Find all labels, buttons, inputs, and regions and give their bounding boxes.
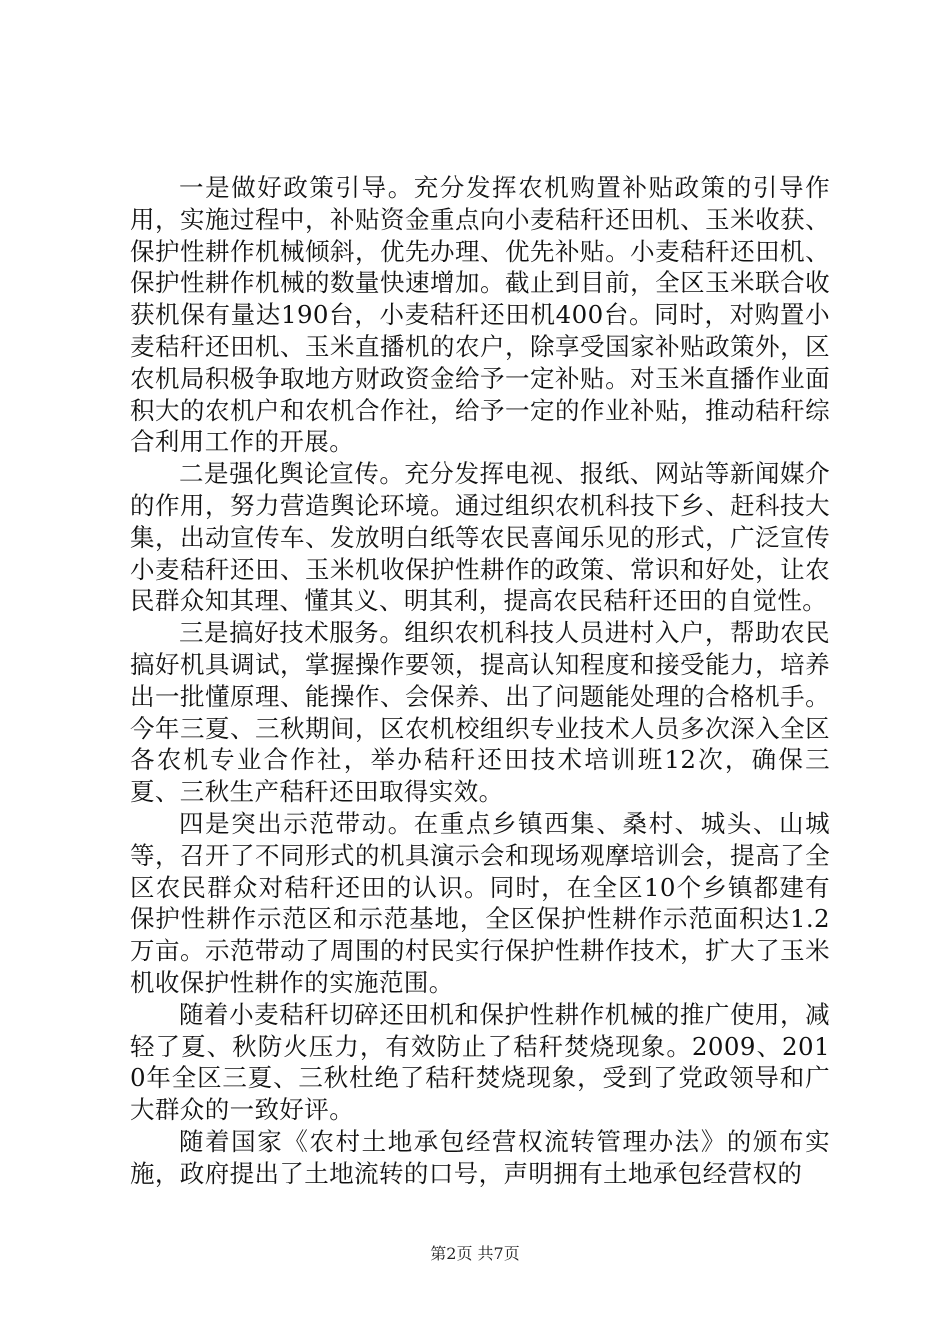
paragraph-land-transfer: 随着国家《农村土地承包经营权流转管理办法》的颁布实施，政府提出了土地流转的口号，声明拥有土地承包经营权的 <box>130 1126 830 1188</box>
page-footer <box>0 1244 950 1264</box>
document-body <box>130 172 830 1190</box>
paragraph-demonstration: 四是突出示范带动。在重点乡镇西集、桑村、城头、山城等，召开了不同形式的机具演示会和现场观摩培训会，提高了全区农民群众对秸秆还田的认识。同时，在全区10个乡镇都建有保护性耕作示范区和示范基地，全区保护性耕作示范面积达1.2万亩。示范带动了周围的村民实行保护性耕作技术，扩大了玉米机收保护性耕作的实施范围。 <box>130 808 830 997</box>
paragraph-publicity: 二是强化舆论宣传。充分发挥电视、报纸、网站等新闻媒介的作用，努力营造舆论环境。通过组织农机科技下乡、赶科技大集，出动宣传车、发放明白纸等农民喜闻乐见的形式，广泛宣传小麦秸秆还田、玉米机收保护性耕作的政策、常识和好处，让农民群众知其理、懂其义、明其利，提高农民秸秆还田的自觉性。 <box>130 459 830 616</box>
paragraph-policy-guidance: 一是做好政策引导。充分发挥农机购置补贴政策的引导作用，实施过程中，补贴资金重点向小麦秸秆还田机、玉米收获、保护性耕作机械倾斜，优先办理、优先补贴。小麦秸秆还田机、保护性耕作机械的数量快速增加。截止到目前，全区玉米联合收获机保有量达190台，小麦秸秆还田机400台。同时，对购置小麦秸秆还田机、玉米直播机的农户，除享受国家补贴政策外，区农机局积极争取地方财政资金给予一定补贴。对玉米直播作业面积大的农机户和农机合作社，给予一定的作业补贴，推动秸秆综合利用工作的开展。 <box>130 173 830 457</box>
page-number: 第2页 <box>430 1244 473 1263</box>
paragraph-fire-prevention: 随着小麦秸秆切碎还田机和保护性耕作机械的推广使用，减轻了夏、秋防火压力，有效防止了秸秆焚烧现象。2009、2010年全区三夏、三秋杜绝了秸秆焚烧现象，受到了党政领导和广大群众的一致好评。 <box>130 999 830 1125</box>
page-total: 共7页 <box>477 1244 520 1263</box>
paragraph-technical-service: 三是搞好技术服务。组织农机科技人员进村入户，帮助农民搞好机具调试，掌握操作要领，提高认知程度和接受能力，培养出一批懂原理、能操作、会保养、出了问题能处理的合格机手。今年三夏、三秋期间，区农机校组织专业技术人员多次深入全区各农机专业合作社，举办秸秆还田技术培训班12次，确保三夏、三秋生产秸秆还田取得实效。 <box>130 618 830 807</box>
